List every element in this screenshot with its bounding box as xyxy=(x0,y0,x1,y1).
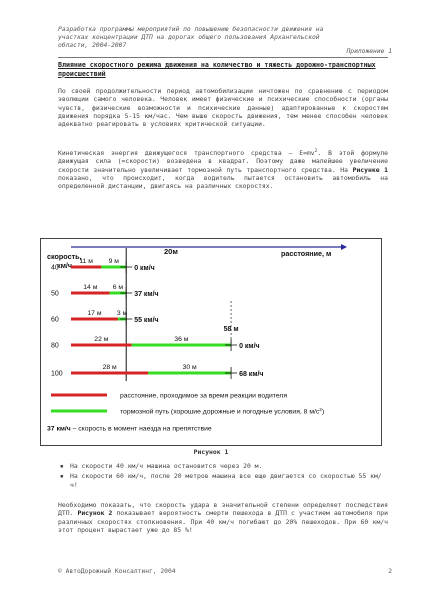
paragraph-intro: По своей продолжительности период автомобилизации ничтожен по сравнению с периодом эволюции самого человека. Человек имеет физические и психические способности (органы чувств, физические возможности и психические данные) адаптированные к скоростям движения порядка 5-15 км/час. Чем выше скорость движения, тем менее способен человек адекватно реагировать в условиях критической ситуации. xyxy=(58,87,388,129)
footer-copyright: © АвтоДорожный Консалтинг, 2004 xyxy=(58,568,176,575)
legend-braking-close: ) xyxy=(321,408,325,416)
reaction-distance-label: 28 м xyxy=(102,364,117,371)
header-line: участках концентрации ДТП на дорогах общего пользования Архангельской xyxy=(58,34,320,41)
end-speed-label: 68 км/ч xyxy=(239,371,264,378)
paragraph-energy-text: показано, что происходит, когда водитель пытается остановить автомобиль на определенной дистанции, двигаясь на различных скоростях. xyxy=(58,174,388,191)
y-axis-label: скорость, xyxy=(47,252,82,261)
end-speed-label: 0 км/ч xyxy=(134,265,155,272)
reaction-distance-label: 11 м xyxy=(79,258,93,265)
paragraph-energy xyxy=(58,148,388,191)
legend-braking-sup: 2 xyxy=(319,408,322,413)
header-divider xyxy=(58,57,388,58)
figure-caption: Рисунок 1 xyxy=(193,448,229,456)
reaction-distance-label: 17 м xyxy=(87,310,102,317)
y-axis-label-unit: км/ч xyxy=(57,261,73,270)
speed-tick-label: 80 xyxy=(51,342,59,350)
reaction-distance-label: 14 м xyxy=(83,284,98,291)
appendix-label: Приложение 1 xyxy=(346,48,392,55)
total-distance-label: 58 м xyxy=(223,326,239,333)
figure-reference: Рисунке 1 xyxy=(352,165,388,174)
paragraph-impact-text: показывает вероятность смерти пешехода в ДТП с участием автомобиля при различных скоростях столкновения. При 40 км/ч погибают до 20% пешеходов. При 60 км/ч этот процент вырастает уже до 85 %! xyxy=(58,509,388,534)
header-line: Разработка программы мероприятий по повышению безопасности движения на xyxy=(58,26,324,33)
end-speed-label: 37 км/ч xyxy=(134,291,159,298)
superscript: 2 xyxy=(314,149,318,154)
bullet-item: ▪ На скорости 60 км/ч, после 20 метров машина все еще двигается со скоростью 55 км/ч! xyxy=(58,472,388,489)
end-speed-label: 55 км/ч xyxy=(134,317,159,324)
legend-impact-speed: 37 км/ч xyxy=(47,425,71,433)
legend xyxy=(47,393,324,433)
bullet-item: ▪ На скорости 40 км/ч машина остановится через 20 м. xyxy=(58,462,388,470)
braking-distance-label: 6 м xyxy=(112,284,124,291)
header-line: области, 2004-2007 xyxy=(58,42,127,49)
page-number: 2 xyxy=(388,568,392,575)
bullet-list xyxy=(58,462,388,491)
speed-tick-label: 60 xyxy=(51,316,59,324)
stopping-distance-chart xyxy=(41,239,381,445)
braking-distance-label: 3 м xyxy=(116,310,128,317)
legend-impact-text: – скорость в момент наезда на препятствие xyxy=(70,425,212,433)
paragraph-impact xyxy=(58,501,388,534)
running-header xyxy=(58,26,378,50)
figure-stopping-distance xyxy=(40,238,382,446)
paragraph-impact-text: Необходимо показать, что скорость удара в значительной степени определяет последствия ДТП. xyxy=(58,501,388,518)
obstacle-distance-label: 20м xyxy=(164,247,178,256)
figure-reference: Рисунок 2 xyxy=(77,509,113,518)
x-axis-arrowhead xyxy=(341,244,347,250)
end-speed-label: 0 км/ч xyxy=(239,343,260,350)
speed-tick-label: 50 xyxy=(51,290,59,298)
braking-distance-label: 30 м xyxy=(182,364,197,371)
paragraph-energy-text: Кинетическая энергия движущегося транспортного средства – E=mv xyxy=(58,149,315,158)
braking-distance-label: 36 м xyxy=(174,336,189,343)
speed-tick-label: 100 xyxy=(51,370,63,378)
section-title: Влияние скоростного режима движения на количество и тяжесть дорожно-транспортных происшествий xyxy=(58,61,376,78)
legend-braking-text: тормозной путь (хорошие дорожные и погодные условия, 8 м/с xyxy=(120,408,320,416)
x-axis-label: расстояние, м xyxy=(281,249,332,258)
legend-reaction-label: расстояние, проходимое за время реакции водителя xyxy=(120,392,288,400)
paragraph-energy-text: . В этой формуле движущая сила (=скорости) возведена в квадрат. Поэтому даже малейшее увеличение скорости значительно увеличивает тормозной путь транспортного средства. На xyxy=(58,149,389,174)
legend-braking-label xyxy=(120,407,324,416)
speed-tick-label: 40 xyxy=(51,264,59,272)
braking-distance-label: 9 м xyxy=(108,258,119,265)
legend-impact-note xyxy=(47,426,212,433)
reaction-distance-label: 22 м xyxy=(94,336,109,343)
